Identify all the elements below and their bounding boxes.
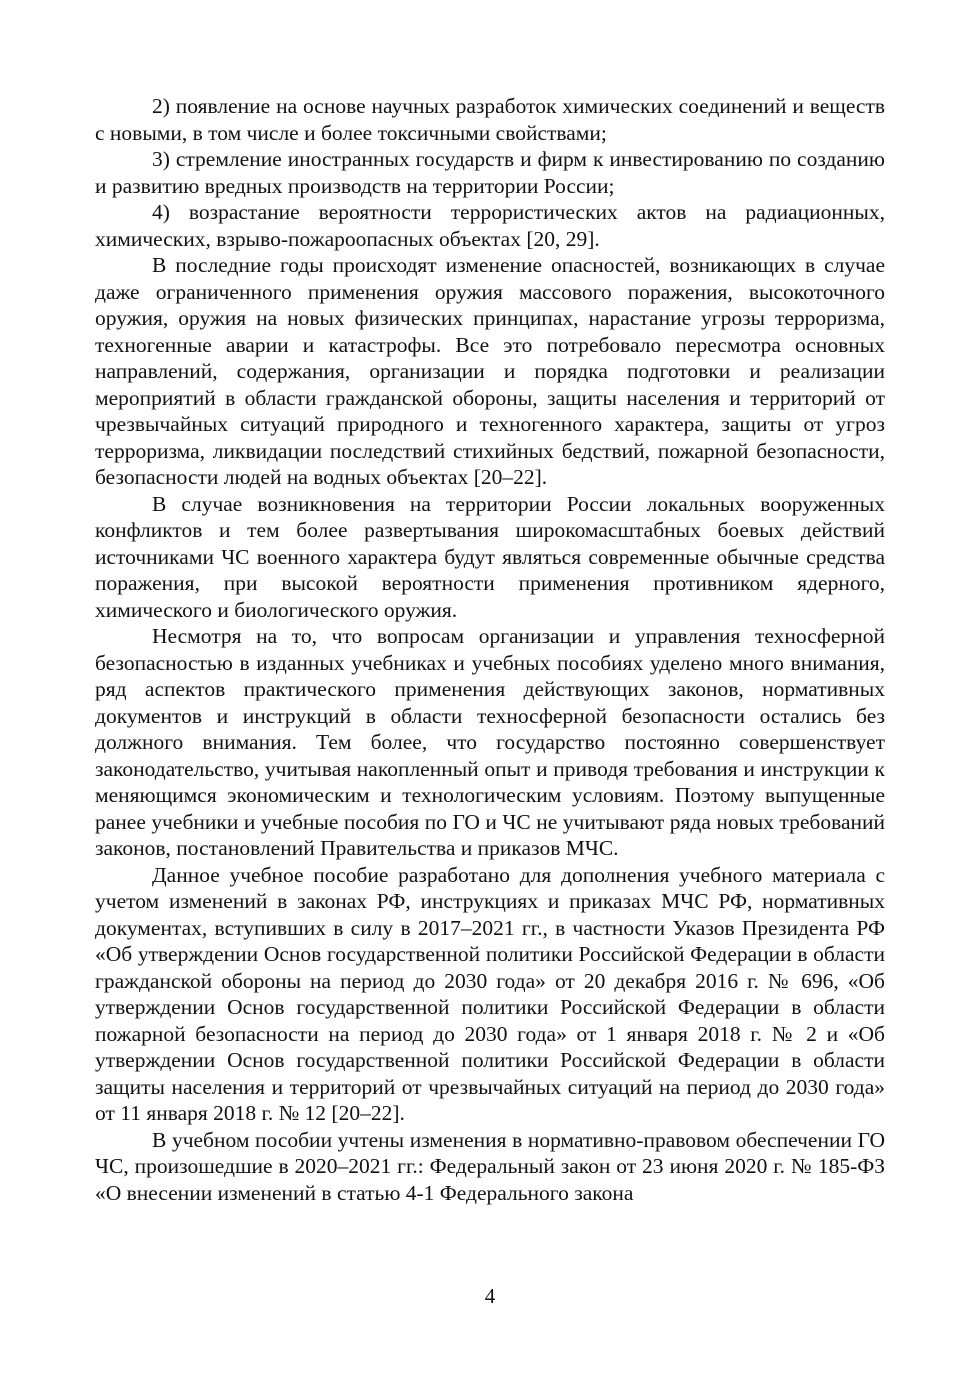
paragraph-recent-years: В последние годы происходят изменение опасностей, возникающих в случае даже ограниченного применения оружия массового поражения, высокоточного оружия, оружия на новых физических принципах, нарастание угрозы терроризма, техногенные аварии и катастрофы. Все это потребовало пересмотра основных направлений, содержания, организации и порядка подготовки и реализации мероприятий в области гражданской обороны, защиты населения и территорий от чрезвычайных ситуаций природного и техногенного характера, защиты от угроз терроризма, ликвидации последствий стихийных бедствий, пожарной безопасности, безопасности людей на водных объектах [20–22]. bbox=[95, 253, 885, 489]
paragraph-item-2: 2) появление на основе научных разработок химических соединений и веществ с новыми, в том числе и более токсичными свойствами; bbox=[95, 94, 885, 145]
paragraph-item-3: 3) стремление иностранных государств и фирм к инвестированию по созданию и развитию вредных производств на территории России; bbox=[95, 147, 885, 198]
paragraph-despite: Несмотря на то, что вопросам организации и управления техносферной безопасностью в изданных учебниках и учебных пособиях уделено много внимания, ряд аспектов практического применения действующих законов, нормативных документов и инструкций в области техносферной безопасности остались без должного внимания. Тем более, что государство постоянно совершенствует законодательство, учитывая накопленный опыт и приводя требования и инструкции к меняющимся экономическим и технологическим условиям. Поэтому выпущенные ранее учебники и учебные пособия по ГО и ЧС не учитывают ряда новых требований законов, постановлений Правительства и приказов МЧС. bbox=[95, 624, 885, 860]
page-number: 4 bbox=[484, 1284, 496, 1308]
paragraph-item-4: 4) возрастание вероятности террористических актов на радиационных, химических, взрыво-пожароопасных объектах [20, 29]. bbox=[95, 200, 885, 251]
page-body bbox=[95, 93, 885, 1206]
paragraph-this-manual: Данное учебное пособие разработано для дополнения учебного материала с учетом изменений в законах РФ, инструкциях и приказах МЧС РФ, нормативных документах, вступивших в силу в 2017–2021 гг., в частности Указов Президента РФ «Об утверждении Основ государственной политики Российской Федерации в области гражданской обороны на период до 2030 года» от 20 декабря 2016 г. № 696, «Об утверждении Основ государственной политики Российской Федерации в области пожарной безопасности на период до 2030 года» от 1 января 2018 г. № 2 и «Об утверждении Основ государственной политики Российской Федерации в области защиты населения и территорий от чрезвычайных ситуаций на период до 2030 года» от 11 января 2018 г. № 12 [20–22]. bbox=[95, 862, 885, 1125]
paragraph-armed-conflicts: В случае возникновения на территории России локальных вооруженных конфликтов и тем более развертывания широкомасштабных боевых действий источниками ЧС военного характера будут являться современные обычные средства поражения, при высокой вероятности применения противником ядерного, химического и биологического оружия. bbox=[95, 491, 885, 622]
paragraph-changes-taken-into-account: В учебном пособии учтены изменения в нормативно-правовом обеспечении ГО ЧС, произошедшие в 2020–2021 гг.: Федеральный закон от 23 июня 2020 г. № 185-ФЗ «О внесении изменений в статью 4-1 Федерального закона bbox=[95, 1127, 885, 1205]
